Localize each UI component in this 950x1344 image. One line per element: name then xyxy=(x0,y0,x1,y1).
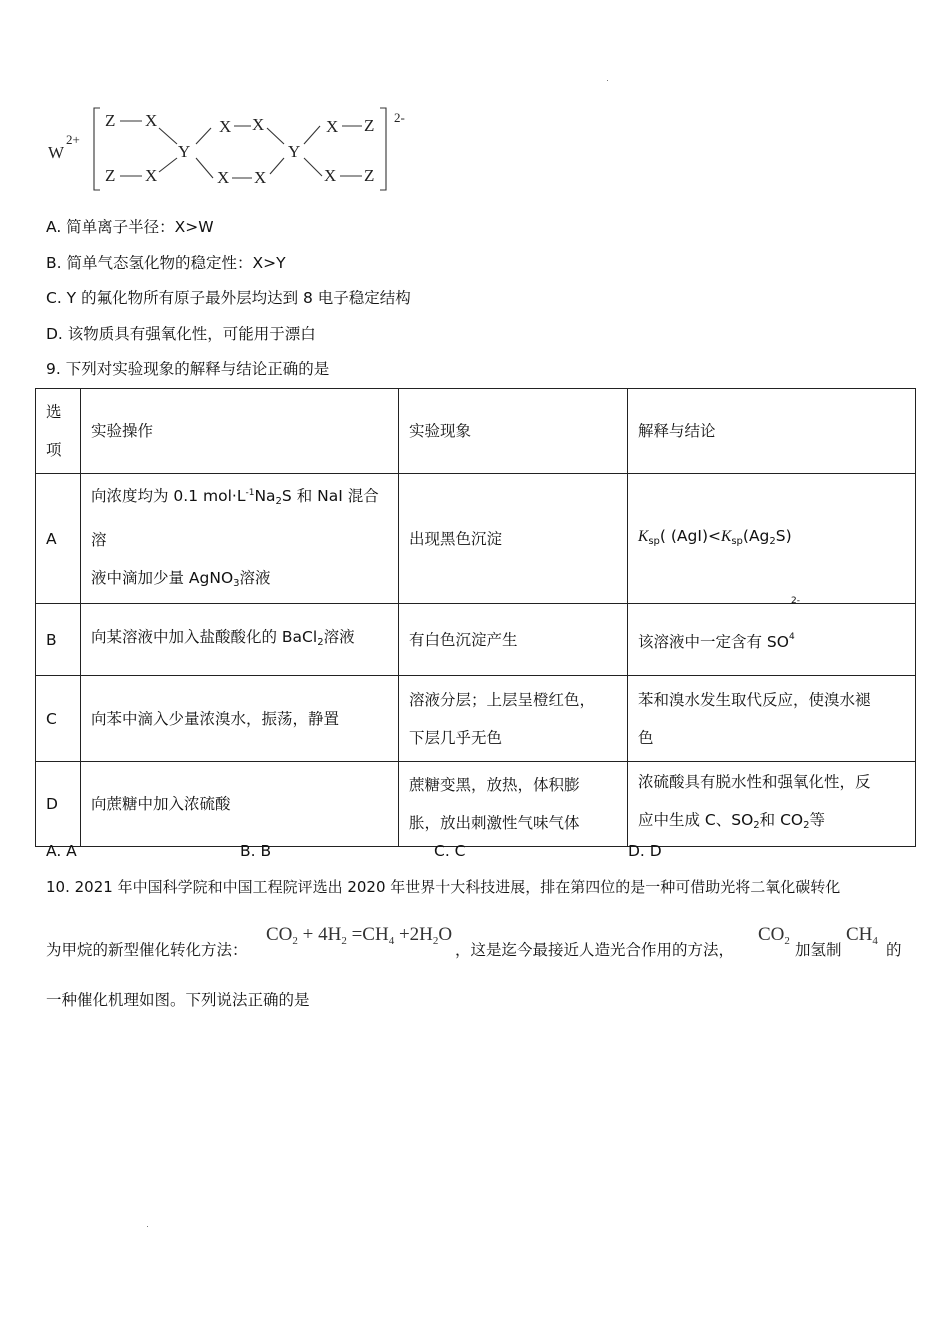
q10-line2-end: 的 xyxy=(886,941,902,959)
bond xyxy=(304,126,320,144)
atom-x: X xyxy=(145,166,158,185)
atom-z: Z xyxy=(364,116,375,135)
table-row xyxy=(36,676,916,762)
atom-z: Z xyxy=(105,166,116,185)
bond xyxy=(159,128,177,144)
bond xyxy=(159,158,177,172)
experiment-table xyxy=(35,388,916,847)
q8-option-c: C. Y 的氟化物所有原子最外层均达到 8 电子稳定结构 xyxy=(46,289,411,307)
q10-line1: 10. 2021 年中国科学院和中国工程院评选出 2020 年世界十大科技进展，排在第四位的是一种可借助光将二氧化碳转化 xyxy=(46,878,841,896)
answer-option-a[interactable]: A. A xyxy=(46,842,77,860)
atom-x: X xyxy=(219,117,232,136)
q10-line2-mid: ，这是迄今最接近人造光合作用的方法， xyxy=(455,941,735,959)
bond xyxy=(270,158,284,174)
q10-hydrogenation-text: 加氢制 xyxy=(795,941,842,959)
answer-option-c[interactable]: C. C xyxy=(434,842,466,860)
header-operation: 实验操作 xyxy=(81,389,399,474)
table-header-row xyxy=(36,389,916,474)
cation-symbol: W xyxy=(48,143,65,162)
row-operation: 向浓度均为 0.1 $mol\cdot L^{-1}Na_2S$ 和 NaI 混合溶 液中滴加少量 AgNO$_3$溶液 xyxy=(81,474,399,604)
right-bracket xyxy=(380,108,386,190)
q8-option-b: B. 简单气态氢化物的稳定性：X>Y xyxy=(46,254,286,272)
row-phenomenon: 有白色沉淀产生 xyxy=(399,604,628,676)
atom-y: Y xyxy=(178,142,191,161)
table-row xyxy=(36,762,916,847)
q8-option-a: A. 简单离子半径：X>W xyxy=(46,218,214,236)
header-phenomenon: 实验现象 xyxy=(399,389,628,474)
row-label: D xyxy=(36,762,81,847)
q8-option-d: D. 该物质具有强氧化性，可能用于漂白 xyxy=(46,325,316,343)
q9-stem: 9. 下列对实验现象的解释与结论正确的是 xyxy=(46,360,330,378)
left-bracket xyxy=(94,108,100,190)
row-phenomenon: 溶液分层；上层呈橙红色， 下层几乎无色 xyxy=(399,676,628,762)
row-phenomenon: 出现黑色沉淀 xyxy=(399,474,628,604)
row-operation: 向苯中滴入少量浓溴水，振荡，静置 xyxy=(81,676,399,762)
atom-z: Z xyxy=(105,111,116,130)
q10-ch4: $CH_4$ xyxy=(846,924,878,947)
atom-y: Y xyxy=(288,142,301,161)
answer-option-d[interactable]: D. D xyxy=(628,842,662,860)
scan-dot xyxy=(607,80,608,81)
atom-z: Z xyxy=(364,166,375,185)
table-row xyxy=(36,604,916,676)
row-operation: 向蔗糖中加入浓硫酸 xyxy=(81,762,399,847)
atom-x: X xyxy=(252,115,265,134)
atom-x: X xyxy=(145,111,158,130)
answer-option-b[interactable]: B. B xyxy=(240,842,272,860)
q10-line3: 一种催化机理如图。下列说法正确的是 xyxy=(46,991,310,1009)
q10-equation: $CO_2 + 4H_2 =CH_4 +2H_2O$ xyxy=(266,924,453,947)
anion-structure-diagram xyxy=(44,102,424,198)
row-conclusion: 该溶液中一定含有 SO 2- $^4$ xyxy=(628,604,916,676)
bond xyxy=(196,158,213,178)
row-phenomenon: 蔗糖变黑，放热，体积膨 胀，放出刺激性气味气体 xyxy=(399,762,628,847)
table-row xyxy=(36,474,916,604)
row-label: A xyxy=(36,474,81,604)
row-label: C xyxy=(36,676,81,762)
atom-x: X xyxy=(254,168,267,187)
bond xyxy=(196,128,211,144)
bond xyxy=(267,128,284,144)
atom-x: X xyxy=(324,166,337,185)
cation-charge: 2+ xyxy=(66,132,80,147)
row-conclusion: $K_{sp}$( $(AgI)<K_{sp}(Ag_2S)$ xyxy=(628,474,916,604)
atom-x: X xyxy=(326,117,339,136)
scan-dot xyxy=(147,1226,148,1227)
row-operation: 向某溶液中加入盐酸酸化的 BaCl$_2$溶液 xyxy=(81,604,399,676)
row-conclusion: 浓硫酸具有脱水性和强氧化性，反 应中生成 C、$SO_2$和 $CO_2$等 xyxy=(628,762,916,847)
bond xyxy=(304,158,322,176)
q10-co2: $CO_2$ xyxy=(758,924,790,947)
atom-x: X xyxy=(217,168,230,187)
row-conclusion: 苯和溴水发生取代反应，使溴水褪 色 xyxy=(628,676,916,762)
header-conclusion: 解释与结论 xyxy=(628,389,916,474)
header-option: 选 项 xyxy=(36,389,81,474)
q10-line2-start: 为甲烷的新型催化转化方法： xyxy=(46,941,248,959)
row-label: B xyxy=(36,604,81,676)
anion-charge: 2- xyxy=(394,110,405,125)
